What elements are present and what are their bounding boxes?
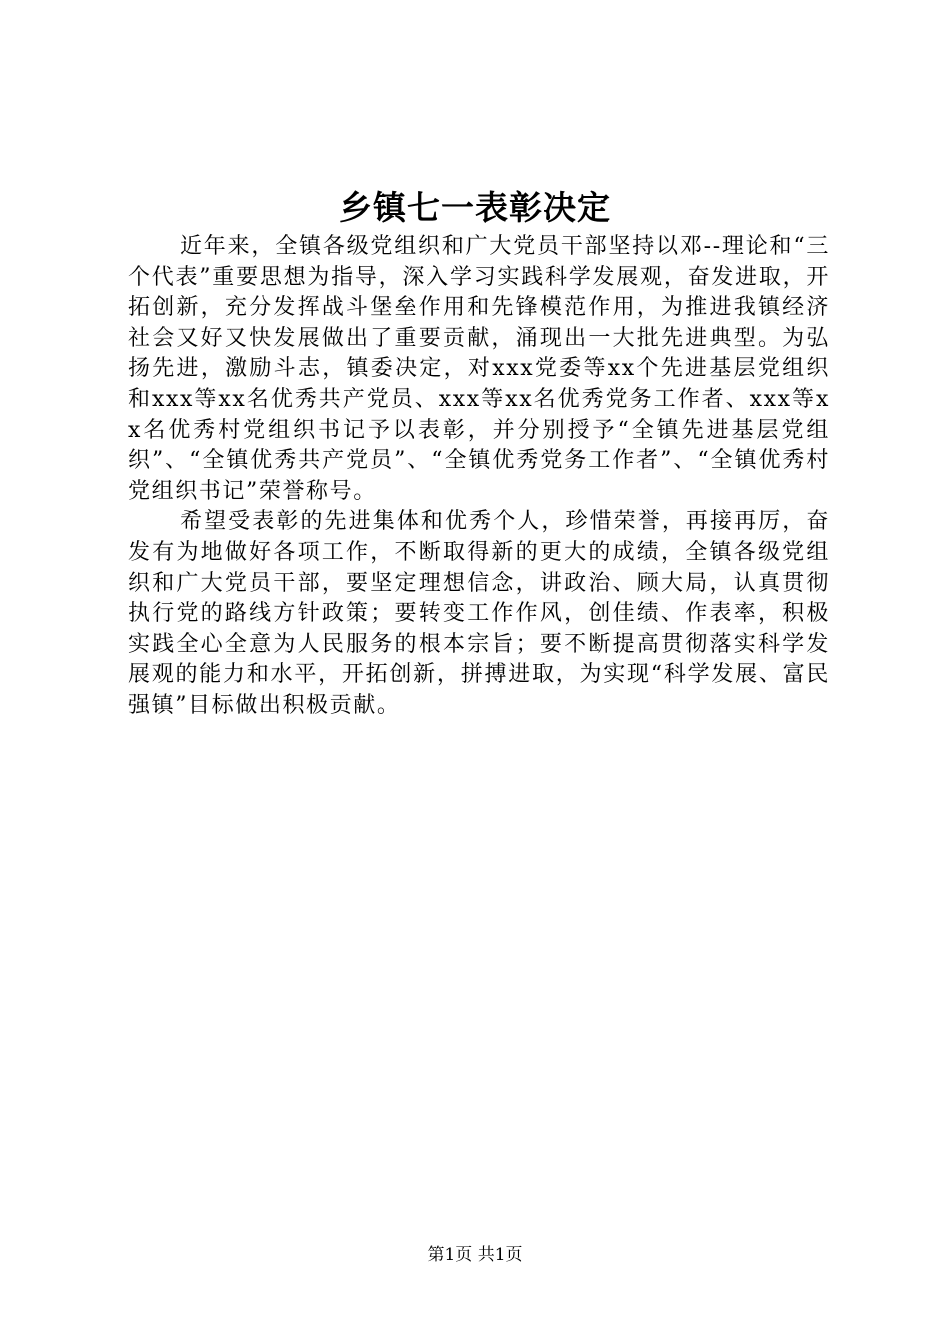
page-number-footer: 第1页 共1页 bbox=[427, 1245, 523, 1265]
body-paragraph: 近年来，全镇各级党组织和广大党员干部坚持以邓--理论和“三个代表”重要思想为指导，深入学习实践科学发展观，奋发进取，开拓创新，充分发挥战斗堡垒作用和先锋模范作用，为推进我镇经济社会又好又快发展做出了重要贡献，涌现出一大批先进典型。为弘扬先进，激励斗志，镇委决定，对xxx党委等xx个先进基层党组织和xxx等xx名优秀共产党员、xxx等xx名优秀党务工作者、xxx等xx名优秀村党组织书记予以表彰，并分别授予“全镇先进基层党组织”、“全镇优秀共产党员”、“全镇优秀党务工作者”、“全镇优秀村党组织书记”荣誉称号。 bbox=[128, 234, 830, 504]
body-paragraph: 希望受表彰的先进集体和优秀个人，珍惜荣誉，再接再厉，奋发有为地做好各项工作，不断取得新的更大的成绩，全镇各级党组织和广大党员干部，要坚定理想信念，讲政治、顾大局，认真贯彻执行党的路线方针政策；要转变工作作风，创佳绩、作表率，积极实践全心全意为人民服务的根本宗旨；要不断提高贯彻落实科学发展观的能力和水平，开拓创新，拼搏进取，为实现“科学发展、富民强镇”目标做出积极贡献。 bbox=[128, 509, 830, 718]
page-title: 乡镇七一表彰决定 bbox=[339, 188, 611, 227]
document-body bbox=[128, 232, 830, 722]
